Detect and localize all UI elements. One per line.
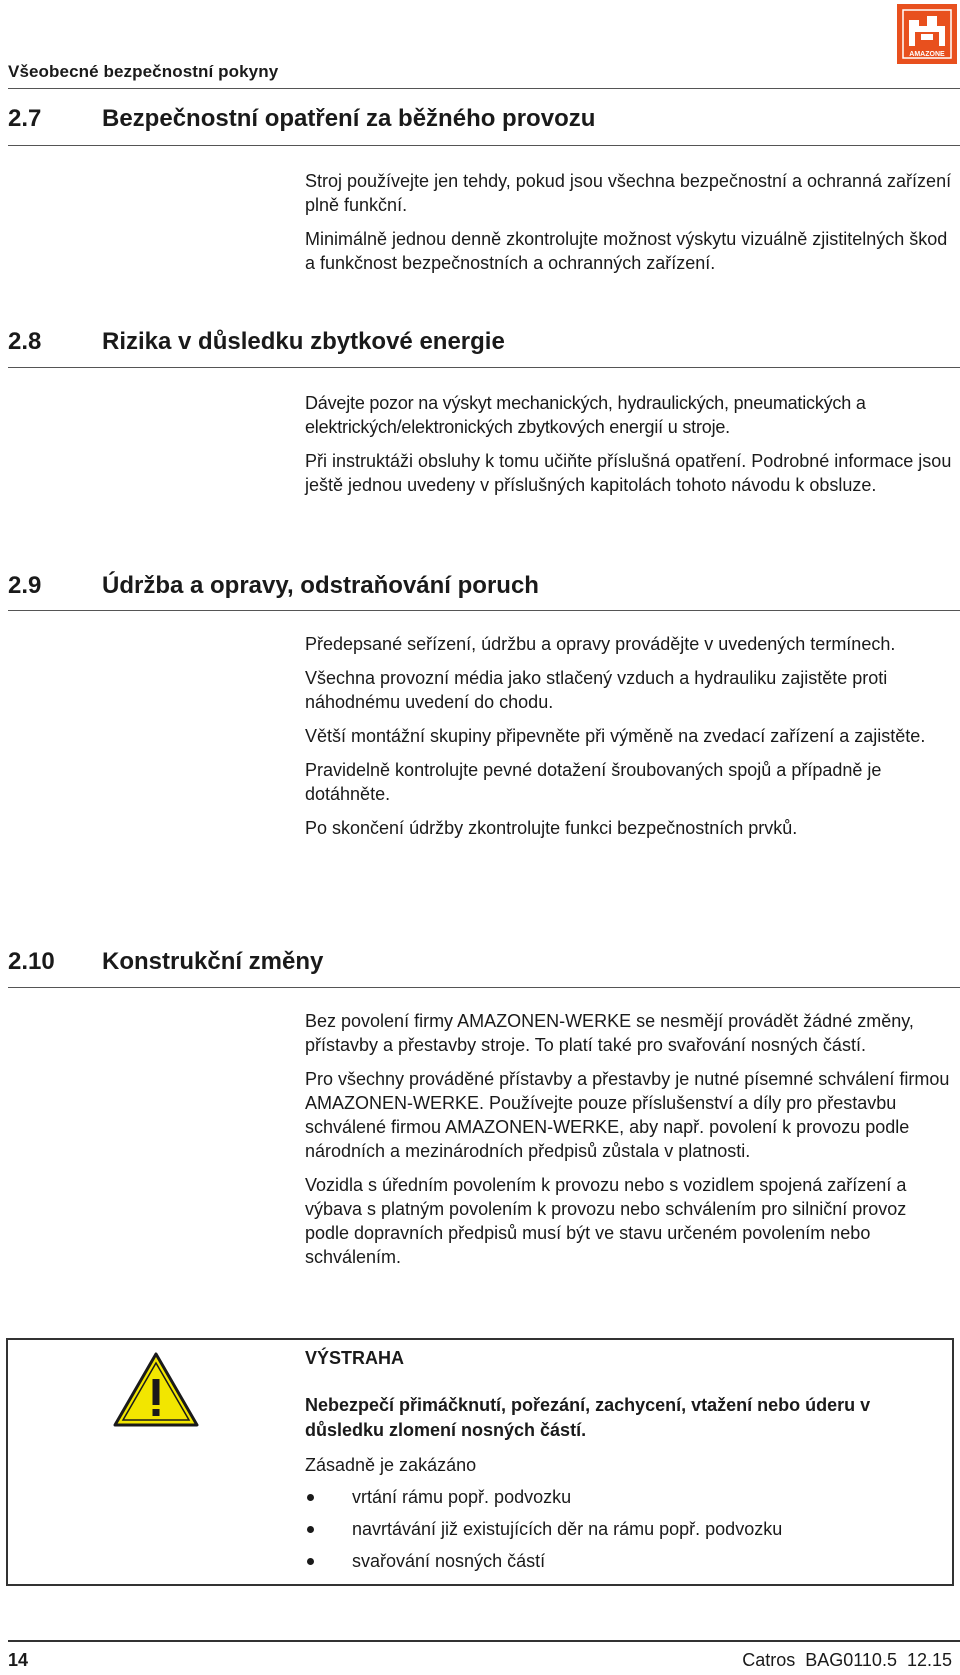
warning-intro: Zásadně je zakázáno [305,1455,477,1475]
section-body [305,1009,955,1279]
section-title: Rizika v důsledku zbytkové energie [102,328,505,355]
paragraph: Všechna provozní média jako stlačený vzduch a hydrauliku zajistěte proti náhodnému uvedení do chodu. [305,668,888,712]
paragraph: Stroj používejte jen tehdy, pokud jsou všechna bezpečnostní a ochranná zařízení plně funkční. [305,171,952,215]
section-rule [8,987,960,988]
page-number: 14 [8,1650,29,1670]
section-body [305,391,955,507]
bullet-icon [307,1494,314,1501]
list-item-text: navrtávání již existujících děr na rámu popř. podvozku [352,1519,783,1539]
warning-box [6,1338,954,1586]
section-number: 2.8 [8,328,42,355]
paragraph: Předepsané seřízení, údržbu a opravy provádějte v uvedených termínech. [305,634,896,654]
section-number: 2.9 [8,572,42,599]
section-body [305,169,955,285]
paragraph: Dávejte pozor na výskyt mechanických, hydraulických, pneumatických a elektrických/elektronických zbytkových energií u stroje. [305,393,866,437]
header-rule [8,88,960,89]
warning-danger-text: Nebezpečí přimáčknutí, pořezání, zachycení, vtažení nebo úderu v důsledku zlomení nosných částí. [305,1395,871,1440]
section-number: 2.7 [8,105,42,132]
warning-content [305,1348,945,1581]
paragraph: Bez povolení firmy AMAZONEN-WERKE se nesmějí provádět žádné změny, přístavby a přestavby stroje. To platí také pro svařování nosných částí. [305,1011,914,1055]
svg-text:AMAZONE: AMAZONE [909,51,945,58]
paragraph: Minimálně jednou denně zkontrolujte možnost výskytu vizuálně zjistitelných škod a funkčnost bezpečnostních a ochranných zařízení. [305,229,948,273]
warning-list [305,1485,945,1573]
page-header-title: Všeobecné bezpečnostní pokyny [8,62,279,81]
list-item [305,1517,945,1541]
list-item-text: vrtání rámu popř. podvozku [352,1487,572,1507]
section-rule [8,610,960,611]
list-item [305,1485,945,1509]
footer-rule [8,1640,960,1642]
paragraph: Pro všechny prováděné přístavby a přestavby je nutné písemné schválení firmou AMAZONEN-WERKE. Používejte pouze příslušenství a díly pro přestavbu schválené firmou AMAZONEN-WERKE, aby např. povolení k provozu podle národních a mezinárodních předpisů zůstala v platnosti. [305,1069,950,1161]
paragraph: Při instruktáži obsluhy k tomu učiňte příslušná opatření. Podrobné informace jsou ještě jednou uvedeny v příslušných kapitolách tohoto návodu k obsluze. [305,451,952,495]
section-number: 2.10 [8,948,55,975]
amazone-logo [897,4,957,64]
paragraph: Pravidelně kontrolujte pevné dotažení šroubovaných spojů a případně je dotáhněte. [305,760,882,804]
warning-triangle-icon [112,1351,200,1429]
list-item-text: svařování nosných částí [352,1551,546,1571]
list-item [305,1549,945,1573]
paragraph: Větší montážní skupiny připevněte při výměně na zvedací zařízení a zajistěte. [305,726,926,746]
section-rule [8,367,960,368]
bullet-icon [307,1526,314,1533]
section-rule [8,145,960,146]
paragraph: Po skončení údržby zkontrolujte funkci bezpečnostních prvků. [305,818,798,838]
warning-heading: VÝSTRAHA [305,1348,405,1368]
section-title: Údržba a opravy, odstraňování poruch [102,572,539,599]
section-title: Konstrukční změny [102,948,324,975]
amazone-logo-icon [897,4,957,64]
section-body [305,632,955,850]
document-reference: Catros BAG0110.5 12.15 [742,1650,952,1670]
section-title: Bezpečnostní opatření za běžného provozu [102,105,596,132]
bullet-icon [307,1558,314,1565]
paragraph: Vozidla s úředním povolením k provozu nebo s vozidlem spojená zařízení a výbava s platným povolením k provozu nebo schválením pro silniční provoz podle dopravních předpisů musí být ve stavu určeném povolením nebo schválením. [305,1175,907,1267]
